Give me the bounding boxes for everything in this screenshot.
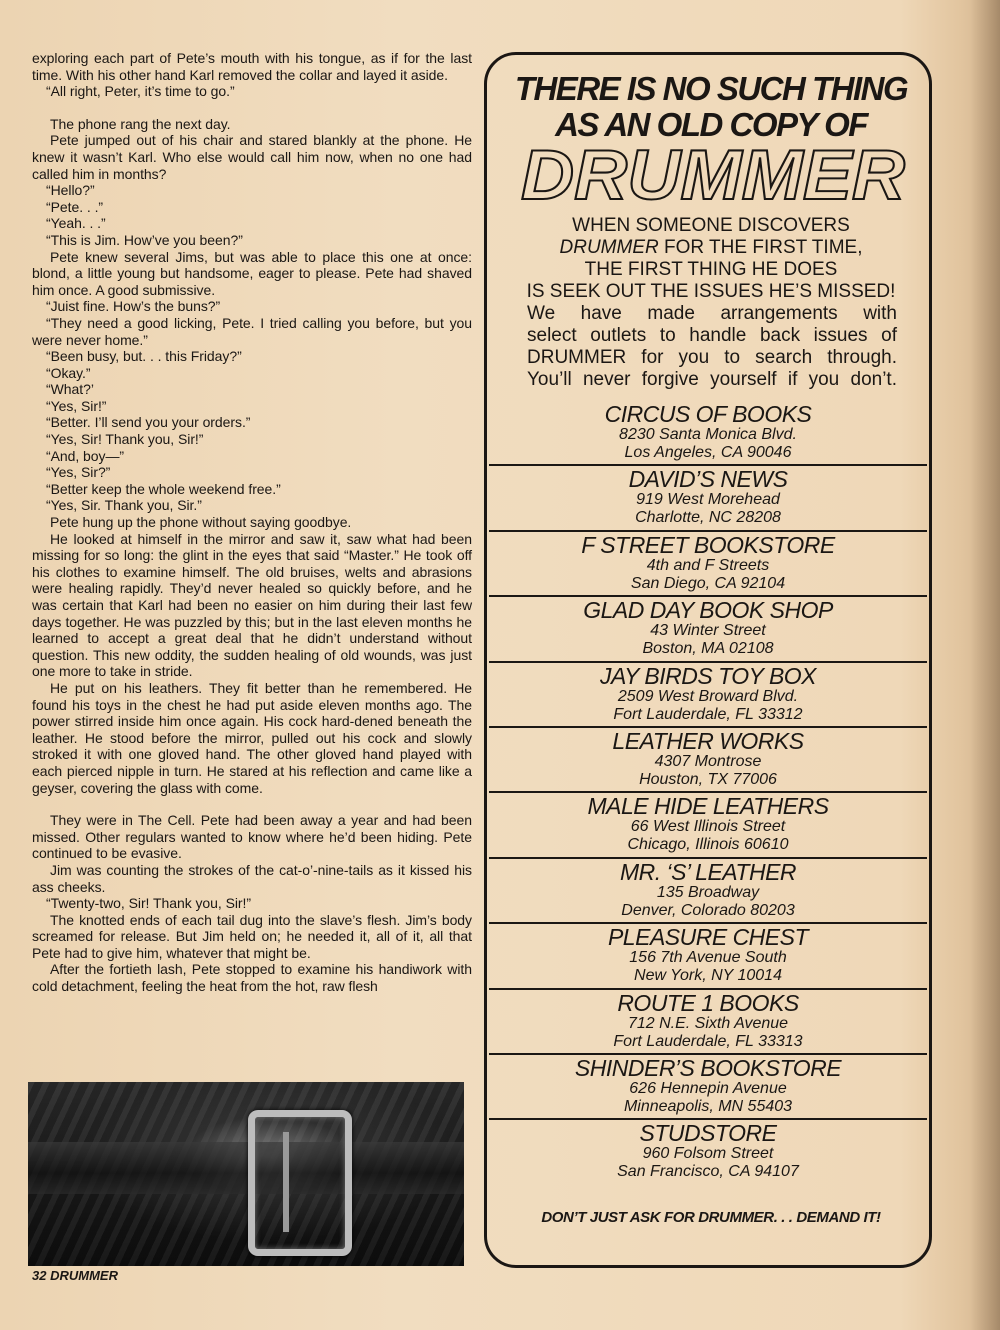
story-paragraph: “Yes, Sir! Thank you, Sir!”	[46, 431, 204, 448]
store-address: 4th and F Streets	[646, 556, 770, 574]
ad-tagline: DON’T JUST ASK FOR DRUMMER. . . DEMAND IT!	[541, 1209, 881, 1226]
store-address: 66 West Illinois Street	[630, 818, 786, 836]
store-city: Fort Lauderdale, FL 33312	[613, 705, 803, 723]
store-name: STUDSTORE	[639, 1120, 777, 1147]
story-paragraph: Jim was counting the strokes of the cat-o’-nine-tails as it kissed his ass cheeks.	[32, 861, 472, 895]
store-listing	[489, 1055, 927, 1120]
store-name: CIRCUS OF BOOKS	[604, 401, 812, 427]
store-name: SHINDER’S BOOKSTORE	[574, 1054, 842, 1081]
store-city: Houston, TX 77006	[639, 770, 777, 788]
story-paragraph: “This is Jim. How’ve you been?”	[46, 231, 243, 248]
store-listing	[489, 401, 927, 466]
story-paragraph: “And, boy—”	[46, 447, 125, 464]
store-city: Chicago, Illinois 60610	[627, 836, 789, 854]
store-listing	[489, 793, 927, 858]
photo-buckle	[248, 1110, 352, 1256]
store-address: 919 West Morehead	[636, 491, 780, 509]
photo-buckle-bar	[283, 1132, 289, 1232]
store-listing	[489, 1120, 927, 1185]
store-name: F STREET BOOKSTORE	[581, 531, 835, 558]
ad-lead-2	[487, 237, 935, 259]
story-paragraph: They were in The Cell. Pete had been away a year and had been missed. Other regulars wanted to know where he’d been hiding. Pete continued to be evasive.	[32, 812, 472, 862]
store-address: 960 Folsom Street	[642, 1145, 774, 1163]
store-city: Denver, Colorado 80203	[621, 901, 795, 919]
store-address: 43 Winter Street	[650, 622, 766, 640]
store-city: San Francisco, CA 94107	[617, 1163, 799, 1181]
ad-body-copy	[527, 303, 897, 391]
story-paragraph: “All right, Peter, it’s time to go.”	[46, 83, 235, 100]
story-paragraph: Pete jumped out of his chair and stared blankly at the phone. He knew it wasn’t Karl. Who else would call him now, when no one had called him in months?	[32, 132, 472, 182]
store-city: Boston, MA 02108	[642, 640, 774, 658]
story-paragraph: exploring each part of Pete’s mouth with his tongue, as if for the last time. With his other hand Karl removed the collar and layed it aside.	[32, 50, 472, 83]
story-paragraph: Pete hung up the phone without saying goodbye.	[50, 514, 352, 531]
drummer-logo-text: DRUMMER	[521, 139, 905, 211]
store-name: PLEASURE CHEST	[607, 924, 809, 951]
story-paragraph: Pete knew several Jims, but was able to place this one at once: blond, a little young but handsome, eager to please. Pete had shaved him once. A good submissive.	[32, 248, 472, 298]
back-issues-ad	[484, 52, 932, 1268]
store-listing	[489, 663, 927, 728]
store-name: GLAD DAY BOOK SHOP	[583, 597, 833, 624]
section-break	[32, 100, 472, 116]
story-paragraph: After the fortieth lash, Pete stopped to examine his handiwork with cold detachment, feeling the heat from the hot, raw flesh	[32, 961, 472, 995]
store-listing	[489, 597, 927, 662]
store-address: 156 7th Avenue South	[629, 949, 787, 967]
photo-strap	[28, 1142, 464, 1194]
ad-body-line: DRUMMER for you to search through.	[527, 347, 897, 368]
page-spine-shadow	[970, 0, 1000, 1330]
ad-body-line: You’ll never forgive yourself if you don’t.	[527, 369, 897, 390]
ad-lead-4: IS SEEK OUT THE ISSUES HE’S MISSED!	[526, 281, 896, 302]
store-city: New York, NY 10014	[634, 967, 782, 985]
story-paragraph: “Twenty-two, Sir! Thank you, Sir!”	[46, 895, 251, 912]
ad-lead-2-brand: DRUMMER	[559, 237, 659, 258]
story-paragraph: The phone rang the next day.	[50, 115, 231, 132]
store-listing	[489, 924, 927, 989]
store-listing	[489, 728, 927, 793]
leather-belt-photo	[28, 1082, 464, 1266]
ad-body-line: We have made arrangements with	[527, 303, 897, 324]
story-paragraph: “Okay.”	[46, 364, 91, 381]
store-address: 4307 Montrose	[654, 752, 762, 770]
ad-lead-2-rest: FOR THE FIRST TIME,	[658, 237, 863, 258]
story-paragraph: “Hello?”	[46, 182, 95, 199]
store-address: 135 Broadway	[656, 883, 760, 901]
section-break	[32, 796, 472, 812]
story-column	[32, 50, 472, 995]
store-listing	[489, 532, 927, 597]
store-name: LEATHER WORKS	[612, 727, 804, 754]
story-paragraph: “Better keep the whole weekend free.”	[46, 480, 281, 497]
story-paragraph: “Juist fine. How’s the buns?”	[46, 298, 221, 315]
story-paragraph: “Yes, Sir. Thank you, Sir.”	[46, 497, 202, 514]
store-name: MALE HIDE LEATHERS	[587, 793, 829, 820]
story-paragraph: He put on his leathers. They fit better than he remembered. He found his toys in the chest he had put aside eleven months ago. The power stirred inside him once again. His cock hard-dened beneath the leather. He stood before the mirror, pulled out his cock and slowly stroked it with one gloved hand. The other gloved hand played with each pierced nipple in turn. He stared at his reflection and came like a geyser, covering the glass with come.	[32, 679, 472, 796]
store-city: San Diego, CA 92104	[630, 574, 786, 592]
store-address: 2509 West Broward Blvd.	[617, 687, 799, 705]
store-name: MR. ‘S’ LEATHER	[619, 858, 797, 885]
ad-headline-1: THERE IS NO SUCH THING	[514, 70, 908, 107]
store-city: Fort Lauderdale, FL 33313	[613, 1032, 803, 1050]
store-address: 8230 Santa Monica Blvd.	[619, 426, 797, 443]
story-paragraph: He looked at himself in the mirror and saw it, saw what had been missing for so long: the glint in the eyes that said “Master.” He took off his clothes to examine himself. The old bruises, welts and abrasions were healing rapidly. They’d never healed so quickly before, and he was certain that Karl had been no easier on him during their last few days together. He was puzzled by this; but in the last eleven months he learned to accept a great deal that he didn’t understand without question. This new oddity, the sudden healing of old wounds, was just one more to take in stride.	[32, 530, 472, 680]
store-city: Minneapolis, MN 55403	[623, 1097, 793, 1115]
story-paragraph: “Better. I’ll send you your orders.”	[46, 414, 251, 431]
story-paragraph: “What?’	[46, 381, 94, 398]
store-city: Los Angeles, CA 90046	[624, 444, 792, 461]
story-paragraph: The knotted ends of each tail dug into the slave’s flesh. Jim’s body screamed for release. But Jim held on; he needed it, all of it, all that Pete had to give him, whatever that might be.	[32, 911, 472, 961]
page-folio: 32 DRUMMER	[32, 1268, 118, 1283]
store-address: 626 Hennepin Avenue	[629, 1079, 787, 1097]
story-paragraph: “Pete. . .”	[46, 198, 104, 215]
store-listing	[489, 859, 927, 924]
story-paragraph: “Been busy, but. . . this Friday?”	[46, 348, 242, 365]
ad-lead-3: THE FIRST THING HE DOES	[584, 259, 838, 280]
story-paragraph: “Yeah. . .”	[46, 215, 106, 232]
store-address: 712 N.E. Sixth Avenue	[627, 1014, 789, 1032]
ad-headline-2: AS AN OLD COPY OF	[555, 106, 867, 143]
ad-body-line: select outlets to handle back issues of	[527, 325, 897, 346]
drummer-logo	[519, 139, 907, 211]
store-name: ROUTE 1 BOOKS	[617, 989, 799, 1016]
store-listing	[489, 466, 927, 531]
store-list	[489, 401, 927, 1186]
story-paragraph: “They need a good licking, Pete. I tried calling you before, but you were never home.”	[32, 314, 472, 348]
store-listing	[489, 990, 927, 1055]
store-city: Charlotte, NC 28208	[635, 509, 781, 527]
story-paragraph: “Yes, Sir?”	[46, 464, 111, 481]
store-name: JAY BIRDS TOY BOX	[599, 662, 817, 689]
story-paragraph: “Yes, Sir!”	[46, 397, 107, 414]
ad-lead-1: WHEN SOMEONE DISCOVERS	[572, 215, 850, 236]
store-name: DAVID’S NEWS	[628, 466, 788, 493]
